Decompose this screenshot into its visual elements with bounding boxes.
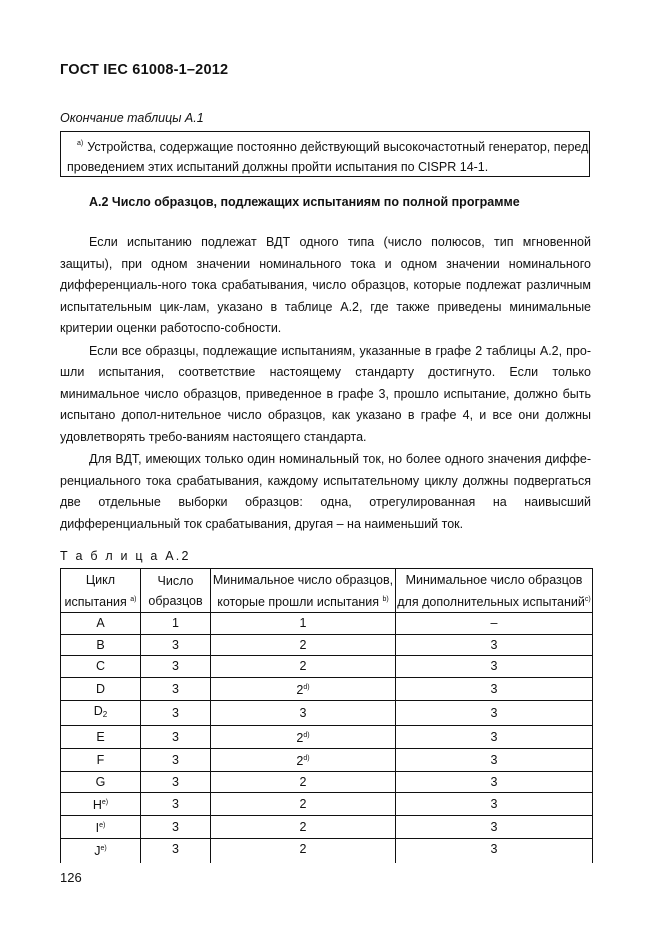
footnote-mark: a) (77, 140, 84, 147)
footnote-line-1 (67, 134, 589, 157)
cell-cycle: $I^{e)}$ (61, 816, 141, 839)
cell-cycle: $J^{e)}$ (61, 839, 141, 864)
cell-samples: 3 (141, 793, 211, 816)
cell-min-additional: 3 (396, 771, 593, 793)
table-a1-continuation-caption: Окончание таблицы А.1 (60, 111, 204, 125)
table-row (61, 725, 593, 748)
cell-cycle: $H^{e)}$ (61, 793, 141, 816)
cell-min-passed: 2 (211, 816, 396, 839)
cell-min-additional: 3 (396, 700, 593, 725)
table-row (61, 839, 593, 864)
header-min-additional: Минимальное число образцов для дополнительных испытаний$^{c)}$ (396, 569, 593, 613)
cell-min-additional: 3 (396, 634, 593, 656)
table-header-row (61, 569, 593, 613)
cell-cycle: C (61, 656, 141, 678)
table-row (61, 677, 593, 700)
body-text (60, 232, 591, 536)
cell-min-passed: 2$^{d)}$ (211, 748, 396, 771)
cell-samples: 3 (141, 656, 211, 678)
header-min-passed: Минимальное число образцов, которые прошли испытания $^{b)}$ (211, 569, 396, 613)
cell-min-passed: 2 (211, 771, 396, 793)
table-a2-label: Т а б л и ц а А.2 (60, 549, 191, 563)
cell-min-additional: – (396, 613, 593, 635)
table-row (61, 793, 593, 816)
cell-min-additional: 3 (396, 677, 593, 700)
footnote-line-2: проведением этих испытаний должны пройти испытания по CISPR 14-1. (67, 160, 489, 174)
cell-min-additional: 3 (396, 793, 593, 816)
cell-samples: 3 (141, 634, 211, 656)
cell-min-passed: 1 (211, 613, 396, 635)
cell-min-passed: 2 (211, 839, 396, 864)
table-a1-footnote-box (60, 131, 590, 177)
paragraph: Если испытанию подлежат ВДТ одного типа (число полюсов, тип мгновенной защиты), при одном значении номинального тока и одном значении номинального дифференциаль-ного тока срабатывания, число образцов, которые подлежат различным испытательным цик-лам, указано в таблице А.2, где также приведены минимальные критерии оценки работоспо-собности. (60, 235, 591, 335)
cell-min-additional: 3 (396, 748, 593, 771)
table-row (61, 656, 593, 678)
cell-min-passed: 2 (211, 793, 396, 816)
paragraph: Для ВДТ, имеющих только один номинальный ток, но более одного значения диффе-ренциального тока срабатывания, каждому испытательному циклу должны подвергаться две отдельные выборки образцов: одна, отрегулированная на наивысший дифференциальный ток срабатывания, другая – на наименьший ток. (60, 452, 591, 531)
cell-min-additional: 3 (396, 839, 593, 864)
cell-samples: 3 (141, 771, 211, 793)
cell-min-passed: 2$^{d)}$ (211, 725, 396, 748)
section-heading: А.2 Число образцов, подлежащих испытаниям по полной программе (89, 195, 520, 209)
cell-min-passed: 2 (211, 634, 396, 656)
cell-cycle: D (61, 677, 141, 700)
cell-samples: 3 (141, 816, 211, 839)
cell-min-additional: 3 (396, 656, 593, 678)
cell-cycle: F (61, 748, 141, 771)
table-a2 (60, 568, 593, 863)
cell-min-additional: 3 (396, 725, 593, 748)
table-row (61, 748, 593, 771)
cell-cycle: G (61, 771, 141, 793)
table-row (61, 634, 593, 656)
cell-samples: 1 (141, 613, 211, 635)
table-row (61, 700, 593, 725)
table-row (61, 816, 593, 839)
cell-min-additional: 3 (396, 816, 593, 839)
document-title: ГОСТ IEC 61008-1–2012 (60, 62, 229, 78)
cell-cycle: $D_2$ (61, 700, 141, 725)
cell-min-passed: 2$^{d)}$ (211, 677, 396, 700)
cell-cycle: B (61, 634, 141, 656)
cell-samples: 3 (141, 725, 211, 748)
paragraph: Если все образцы, подлежащие испытаниям, указанные в графе 2 таблицы А.2, про-шли испытания, соответствие настоящему стандарту достигнуто. Если только минимальное число образцов, приведенное в графе 3, прошло испытание, должно быть испытано допол-нительное число образцов, как указано в графе 4, и все они должны удовлетворять требо-ваниям настоящего стандарта. (60, 343, 591, 444)
footnote-text-1: Устройства, содержащие постоянно действующий высокочастотный генератор, перед (87, 140, 589, 154)
cell-samples: 3 (141, 677, 211, 700)
cell-cycle: E (61, 725, 141, 748)
cell-cycle: A (61, 613, 141, 635)
table-row (61, 613, 593, 635)
cell-samples: 3 (141, 748, 211, 771)
cell-samples: 3 (141, 700, 211, 725)
header-samples: Число образцов (141, 569, 211, 613)
cell-samples: 3 (141, 839, 211, 864)
table-row (61, 771, 593, 793)
cell-min-passed: 2 (211, 656, 396, 678)
cell-min-passed: 3 (211, 700, 396, 725)
page-number: 126 (60, 870, 82, 885)
header-cycle: Цикл испытания $^{a)}$ (61, 569, 141, 613)
